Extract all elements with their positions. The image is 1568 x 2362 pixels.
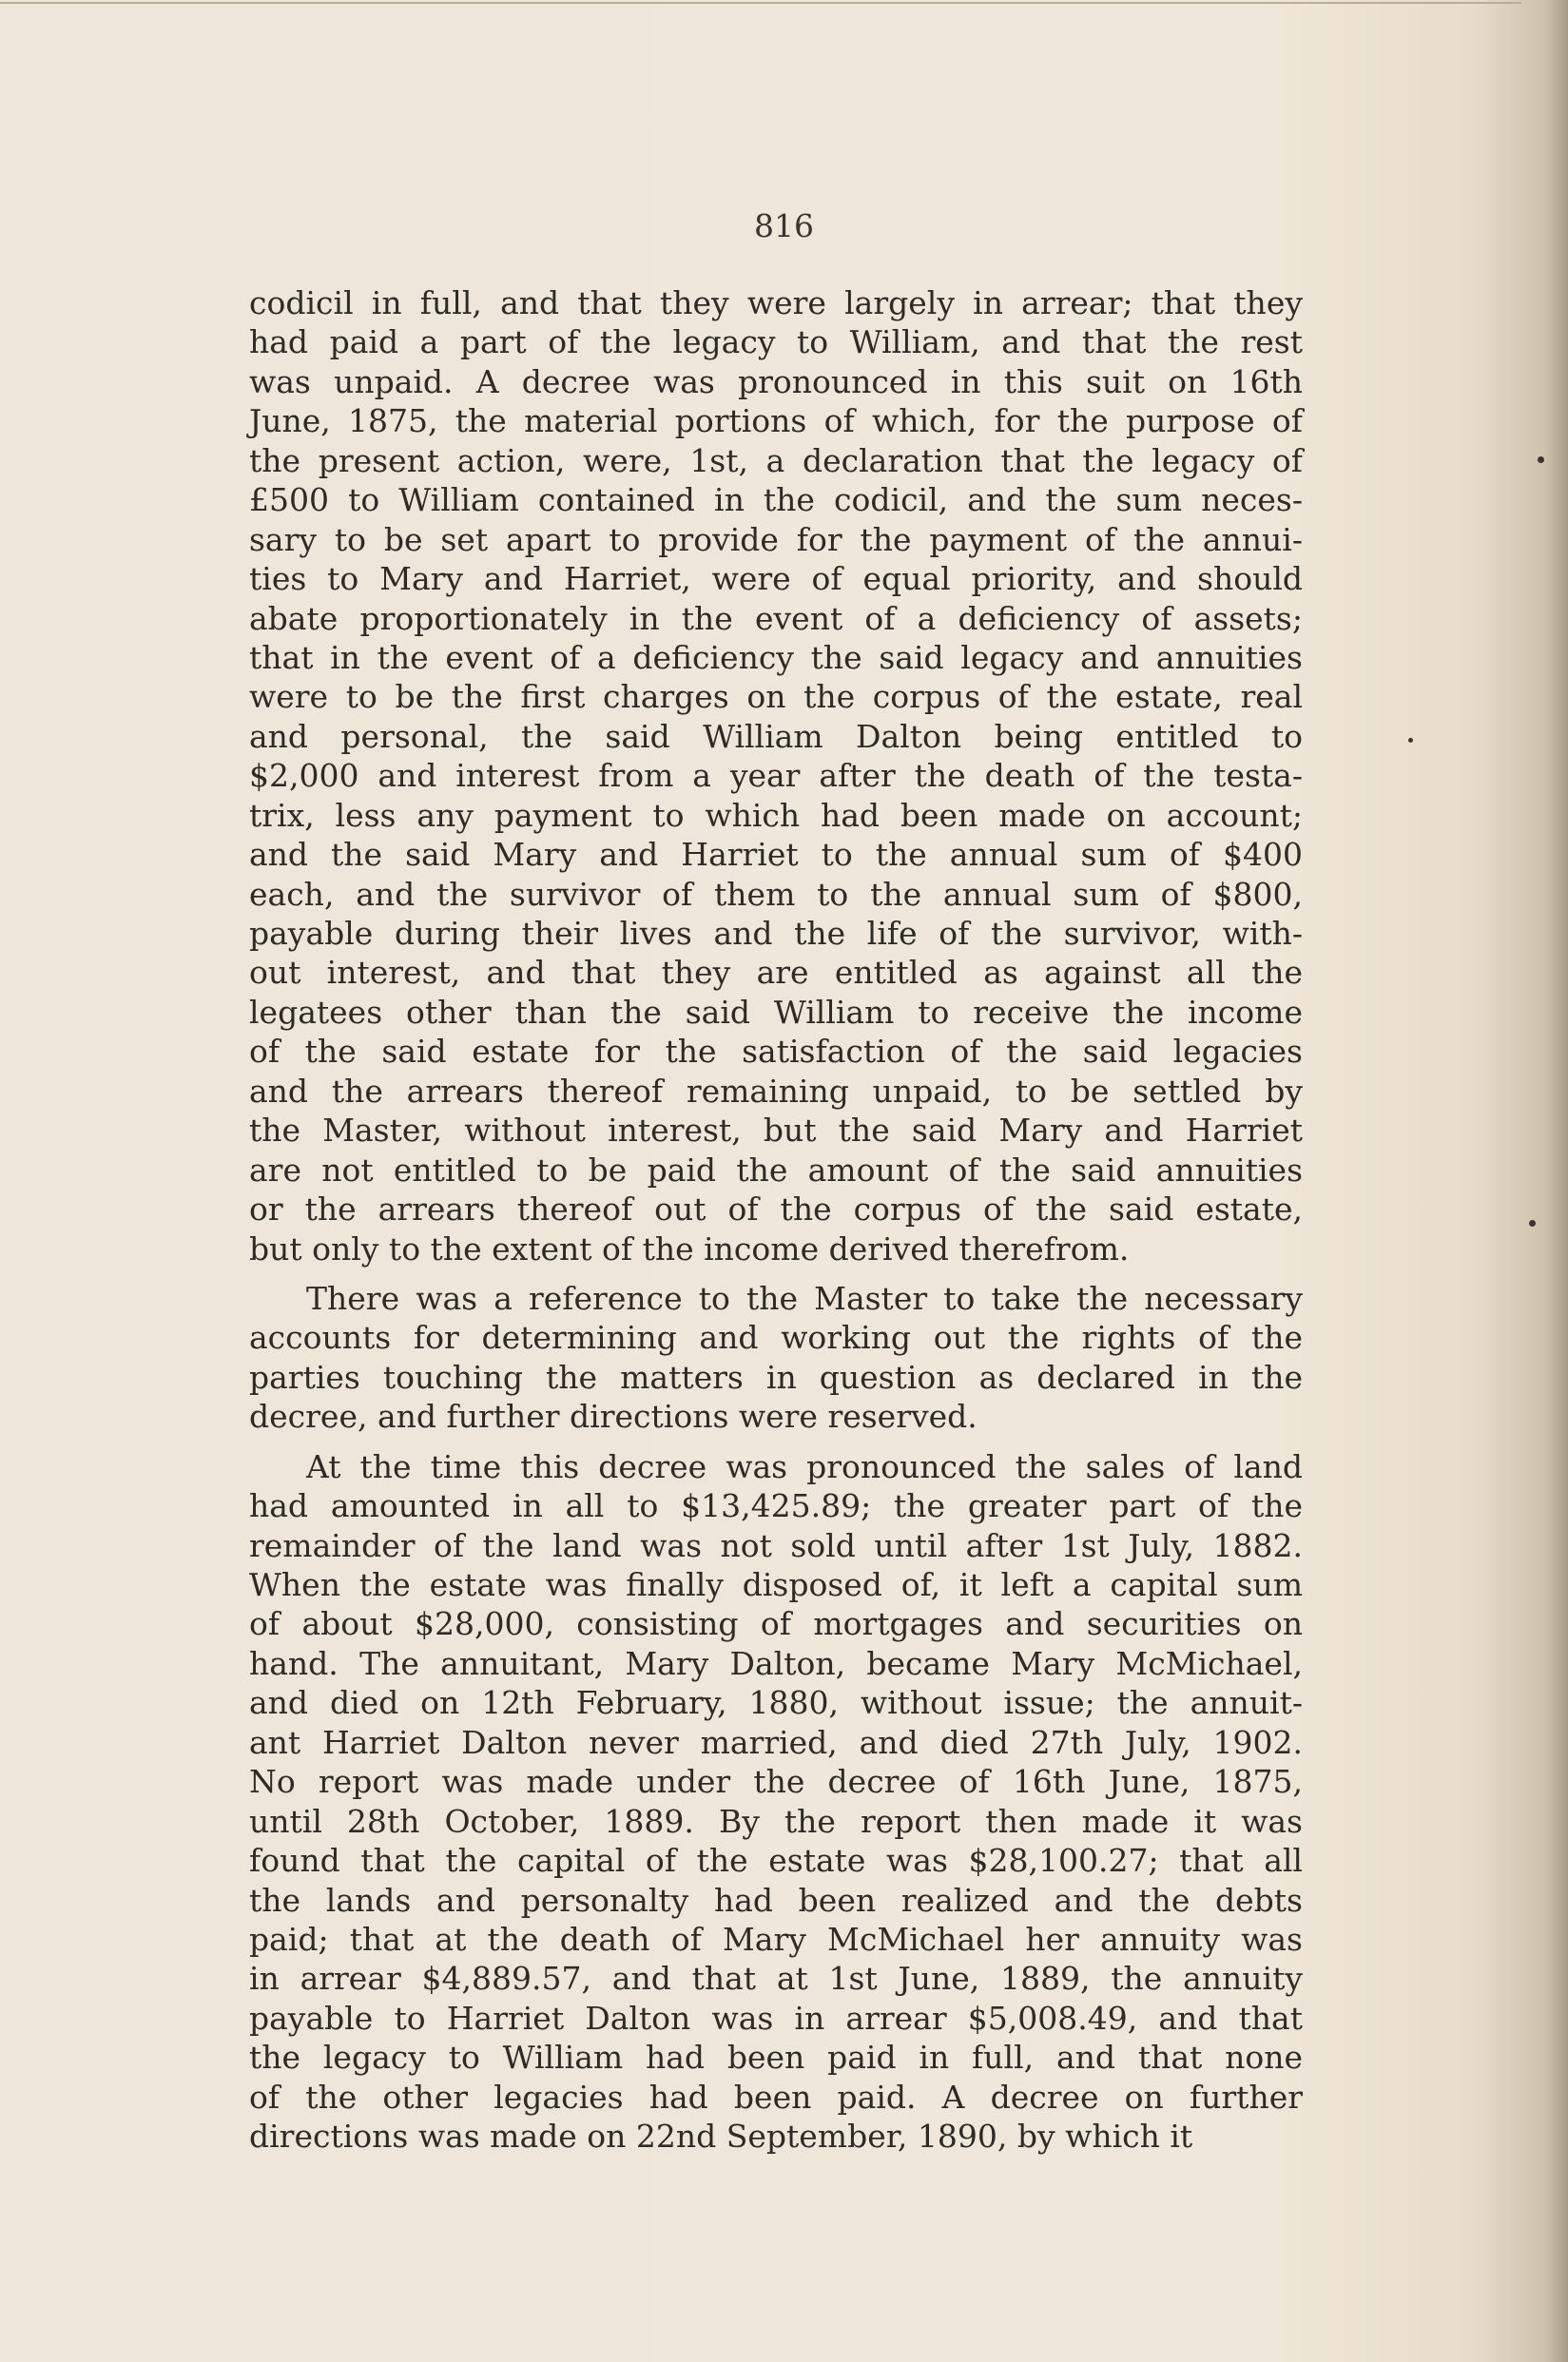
text-line: had paid a part of the legacy to William, and that the rest	[249, 323, 1303, 361]
margin-speck	[1408, 738, 1413, 743]
text-line: were to be the first charges on the corpus of the estate, real	[249, 678, 1303, 716]
text-line: out interest, and that they are entitled as against all the	[249, 954, 1303, 992]
margin-speck	[1529, 1220, 1536, 1227]
paragraph	[249, 1279, 1303, 1437]
text-line: payable to Harriet Dalton was in arrear $5,008.49, and that	[249, 1999, 1303, 2037]
text-line: until 28th October, 1889. By the report then made it was	[249, 1802, 1303, 1840]
text-line: No report was made under the decree of 16th June, 1875,	[249, 1763, 1303, 1801]
text-line: that in the event of a deficiency the said legacy and annuities	[249, 638, 1303, 676]
text-line: was unpaid. A decree was pronounced in this suit on 16th	[249, 362, 1303, 400]
margin-speck	[1538, 456, 1544, 463]
page-number: 816	[754, 207, 814, 244]
text-line: accounts for determining and working out the rights of the	[249, 1319, 1303, 1357]
text-line: paid; that at the death of Mary McMichael her annuity was	[249, 1920, 1303, 1958]
text-line: June, 1875, the material portions of which, for the purpose of	[249, 402, 1303, 440]
text-line: At the time this decree was pronounced the sales of land	[306, 1447, 1303, 1485]
text-line: £500 to William contained in the codicil, and the sum neces-	[249, 481, 1303, 519]
text-line: and the arrears thereof remaining unpaid, to be settled by	[249, 1072, 1303, 1110]
text-line: $2,000 and interest from a year after the death of the testa-	[249, 757, 1303, 795]
text-line: ties to Mary and Harriet, were of equal priority, and should	[249, 560, 1303, 598]
text-line: the present action, were, 1st, a declaration that the legacy of	[249, 441, 1303, 479]
text-line: remainder of the land was not sold until after 1st July, 1882.	[249, 1526, 1303, 1564]
text-line: but only to the extent of the income derived therefrom.	[249, 1229, 1130, 1268]
text-line: and personal, the said William Dalton being entitled to	[249, 717, 1303, 755]
text-line: and died on 12th February, 1880, without issue; the annuit-	[249, 1684, 1303, 1722]
text-line: codicil in full, and that they were largely in arrear; that they	[249, 284, 1303, 321]
text-line: or the arrears thereof out of the corpus of the said estate,	[249, 1191, 1303, 1229]
text-line: of the said estate for the satisfaction of the said legacies	[249, 1033, 1303, 1071]
body-text	[249, 283, 1303, 2157]
paragraph-gap	[249, 1437, 1303, 1447]
text-line: in arrear $4,889.57, and that at 1st June, 1889, the annuity	[249, 1960, 1303, 1998]
paragraph	[249, 283, 1303, 1268]
text-line: of the other legacies had been paid. A decree on further	[249, 2078, 1303, 2116]
paragraph-gap	[249, 1268, 1303, 1279]
text-line: the lands and personalty had been realized and the debts	[249, 1881, 1303, 1919]
text-line: There was a reference to the Master to take the necessary	[306, 1279, 1303, 1317]
text-line: legatees other than the said William to receive the income	[249, 993, 1303, 1031]
text-line: sary to be set apart to provide for the payment of the annui-	[249, 520, 1303, 558]
text-line: each, and the survivor of them to the annual sum of $800,	[249, 875, 1303, 913]
text-line: abate proportionately in the event of a deficiency of assets;	[249, 599, 1303, 637]
text-line: and the said Mary and Harriet to the annual sum of $400	[249, 836, 1303, 874]
text-line: had amounted in all to $13,425.89; the greater part of the	[249, 1487, 1303, 1525]
text-line: When the estate was finally disposed of, it left a capital sum	[249, 1566, 1303, 1603]
text-line: parties touching the matters in question as declared in the	[249, 1358, 1303, 1396]
text-line: found that the capital of the estate was $28,100.27; that all	[249, 1842, 1303, 1880]
paragraph	[249, 1447, 1303, 2157]
text-line: directions was made on 22nd September, 1890, by which it	[249, 2118, 1193, 2156]
text-line: hand. The annuitant, Mary Dalton, became Mary McMichael,	[249, 1644, 1303, 1682]
text-line: ant Harriet Dalton never married, and died 27th July, 1902.	[249, 1723, 1303, 1761]
text-line: the legacy to William had been paid in full, and that none	[249, 2039, 1303, 2077]
top-edge-rule	[0, 2, 1521, 4]
text-line: of about $28,000, consisting of mortgages and securities on	[249, 1605, 1303, 1643]
text-line: decree, and further directions were reserved.	[249, 1398, 978, 1436]
text-line: payable during their lives and the life of the survivor, with-	[249, 915, 1303, 952]
text-line: are not entitled to be paid the amount of the said annuities	[249, 1151, 1303, 1189]
text-line: the Master, without interest, but the said Mary and Harriet	[249, 1112, 1303, 1150]
text-line: trix, less any payment to which had been made on account;	[249, 796, 1303, 834]
